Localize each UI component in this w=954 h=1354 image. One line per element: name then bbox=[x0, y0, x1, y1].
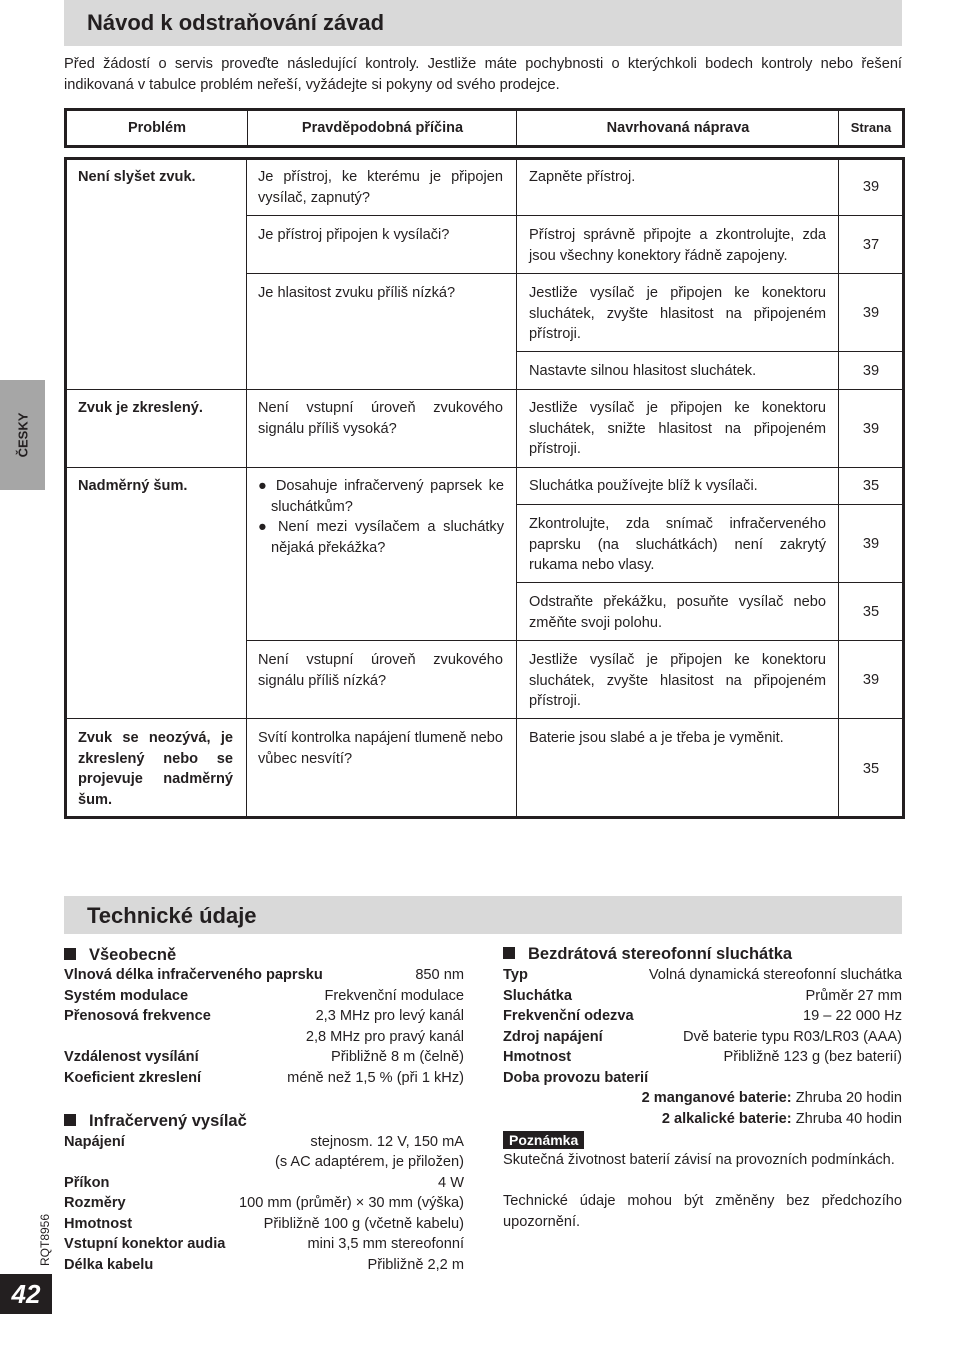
square-bullet-icon bbox=[64, 948, 76, 960]
transmitter-heading: Infračervený vysílač bbox=[64, 1111, 247, 1131]
general-heading: Všeobecně bbox=[64, 945, 176, 965]
note-line-2: Technické údaje mohou být změněny bez předchozího upozornění. bbox=[503, 1193, 902, 1230]
cause-ir-list bbox=[258, 476, 504, 558]
problem-noise: Nadměrný šum. bbox=[78, 478, 188, 494]
cause-volume-low: Je hlasitost zvuku příliš nízká? bbox=[258, 285, 456, 301]
page-ref-3: 39 bbox=[862, 363, 880, 379]
remedy-5: Sluchátka používejte blíž k vysílači. bbox=[529, 478, 758, 494]
remedy-2: Jestliže vysílač je připojen ke konektoru sluchátek, zvyšte hlasitost na připojeném přístroji. bbox=[529, 285, 826, 342]
cause-ir-reach: ● Dosahuje infračervený paprsek ke sluchátkům? bbox=[258, 478, 504, 515]
remedy-9: Baterie jsou slabé a je třeba je vyměnit. bbox=[529, 730, 784, 746]
header-problem: Problém bbox=[127, 120, 186, 136]
remedy-0: Zapněte přístroj. bbox=[529, 169, 636, 185]
page-number: 42 bbox=[0, 1274, 52, 1314]
note-badge: Poznámka bbox=[503, 1131, 584, 1149]
remedy-7: Odstraňte překážku, posuňte vysílač nebo změňte svoji polohu. bbox=[529, 594, 826, 631]
remedy-6: Zkontrolujte, zda snímač infračerveného paprsku (na sluchátkách) není zakrytý rukama nebo vlasy. bbox=[529, 516, 826, 573]
cause-ir-obstacle: ● Není mezi vysílačem a sluchátky nějaká překážka? bbox=[258, 519, 504, 556]
troubleshooting-title: Návod k odstraňování závad bbox=[64, 0, 902, 46]
doc-code: RQT8956 bbox=[38, 1213, 52, 1267]
header-cause: Pravděpodobná příčina bbox=[247, 111, 517, 145]
cause-device-on: Je přístroj, ke kterému je připojen vysílač, zapnutý? bbox=[258, 169, 503, 206]
table-header bbox=[64, 108, 905, 148]
header-page: Strana bbox=[838, 111, 903, 145]
problem-combined: Zvuk se neozývá, je zkreslený nebo se projevuje nadměrný šum. bbox=[78, 730, 233, 808]
remedy-8: Jestliže vysílač je připojen ke konektoru sluchátek, zvyšte hlasitost na připojeném přístroji. bbox=[529, 652, 826, 709]
troubleshooting-intro: Před žádostí o servis proveďte následující kontroly. Jestliže máte pochybnosti o kterýchkoli bodech kontroly nebo řešení indikovaná v tabulce problém neřeší, vyžádejte si pokyny od svého prodejce. bbox=[64, 56, 902, 93]
page-ref-6: 39 bbox=[862, 536, 880, 552]
problem-no-sound: Není slyšet zvuk. bbox=[78, 169, 196, 185]
specs-title: Technické údaje bbox=[64, 896, 902, 934]
cause-input-low: Není vstupní úroveň zvukového signálu příliš nízká? bbox=[258, 652, 503, 689]
header-remedy: Navrhovaná náprava bbox=[516, 111, 839, 145]
language-tab-label: ČESKY bbox=[15, 412, 31, 458]
page-ref-1: 37 bbox=[862, 237, 880, 253]
cause-connected: Je přístroj připojen k vysílači? bbox=[258, 227, 450, 243]
cause-input-high: Není vstupní úroveň zvukového signálu příliš vysoká? bbox=[258, 400, 503, 437]
page-ref-0: 39 bbox=[862, 179, 880, 195]
page-ref-2: 39 bbox=[862, 305, 880, 321]
page-ref-9: 35 bbox=[862, 761, 880, 777]
problem-distorted: Zvuk je zkreslený. bbox=[78, 400, 203, 416]
page-ref-7: 35 bbox=[862, 604, 880, 620]
cause-power-led: Svítí kontrolka napájení tlumeně nebo vůbec nesvítí? bbox=[258, 730, 504, 767]
language-tab bbox=[0, 380, 45, 490]
square-bullet-icon bbox=[503, 947, 515, 959]
page-ref-8: 39 bbox=[862, 672, 880, 688]
page-ref-5: 35 bbox=[862, 478, 880, 494]
square-bullet-icon bbox=[64, 1114, 76, 1126]
note-line-1: Skutečná životnost baterií závisí na provozních podmínkách. bbox=[503, 1152, 895, 1168]
remedy-4: Jestliže vysílač je připojen ke konektoru sluchátek, snižte hlasitost na připojeném přístroji. bbox=[529, 400, 826, 457]
remedy-1: Přístroj správně připojte a zkontrolujte, zda jsou všechny konektory řádně zapojeny. bbox=[529, 227, 826, 264]
troubleshooting-table bbox=[64, 157, 905, 819]
headphones-heading: Bezdrátová stereofonní sluchátka bbox=[503, 944, 792, 964]
remedy-3: Nastavte silnou hlasitost sluchátek. bbox=[529, 363, 757, 379]
page-ref-4: 39 bbox=[862, 421, 880, 437]
